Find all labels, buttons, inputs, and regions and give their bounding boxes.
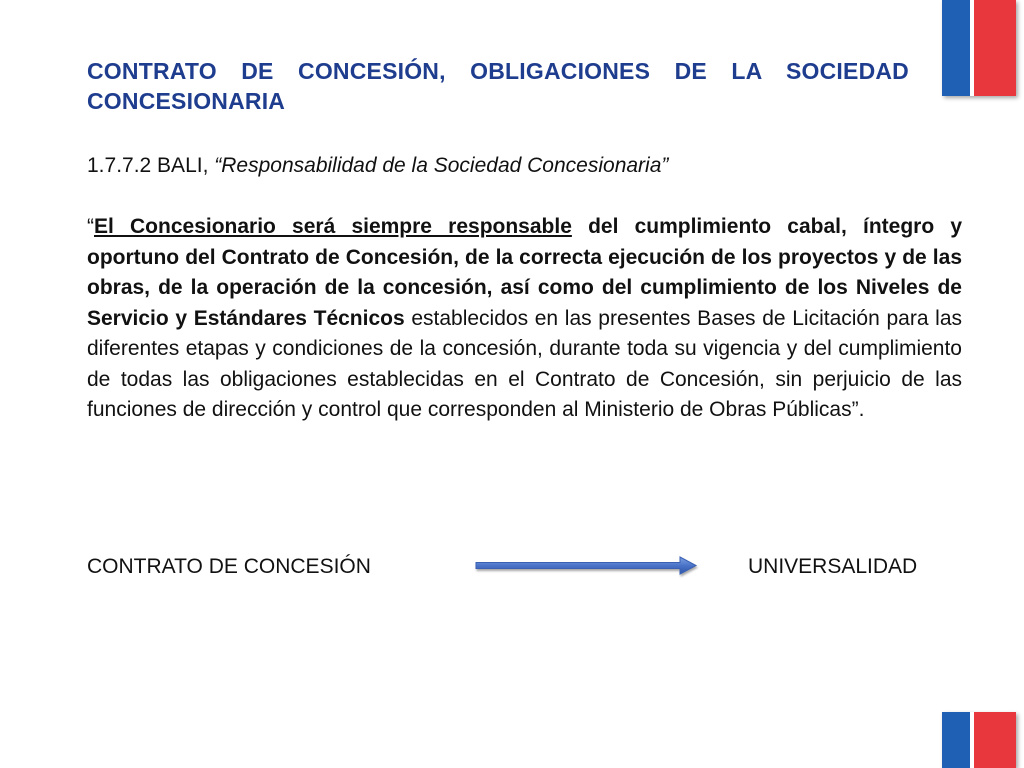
arrow-right-icon [474,553,700,579]
flag-red-stripe-bottom [974,712,1016,768]
slide-title: CONTRATO DE CONCESIÓN, OBLIGACIONES DE LA SOCIEDAD CONCESIONARIA [87,58,909,114]
relation-to-label: UNIVERSALIDAD [748,555,918,578]
quote-underlined-text: El Concesionario será siempre responsable [94,215,572,238]
relation-from-label: CONTRATO DE CONCESIÓN [87,555,371,578]
flag-blue-stripe-bottom [942,712,974,768]
reference-title: “Responsabilidad de la Sociedad Concesionaria” [214,154,669,177]
reference-code: 1.7.7.2 BALI, [87,154,215,177]
flag-red-stripe [974,0,1016,96]
quote-paragraph [87,212,962,426]
flag-decoration-top [942,0,1016,96]
quote-bold-text: del cumplimiento cabal, íntegro y oportuno del Contrato de Concesión, de la correcta ejecución de los proyectos y de las obras, de la operación de la concesión, así como del cumplimiento de los Niveles de Servicio y Estándares Técnicos [87,215,963,330]
quote-open-mark: “ [87,215,94,238]
quote-rest-text: establecidos en las presentes Bases de Licitación para las diferentes etapas y condiciones de la concesión, durante toda su vigencia y del cumplimiento de todas las obligaciones establecidas en el Contrato de Concesión, sin perjuicio de las funciones de dirección y control que corresponden al Ministerio de Obras Públicas”. [87,306,963,421]
flag-decoration-bottom [942,712,1016,768]
reference-line [87,152,947,180]
flag-blue-stripe [942,0,974,96]
